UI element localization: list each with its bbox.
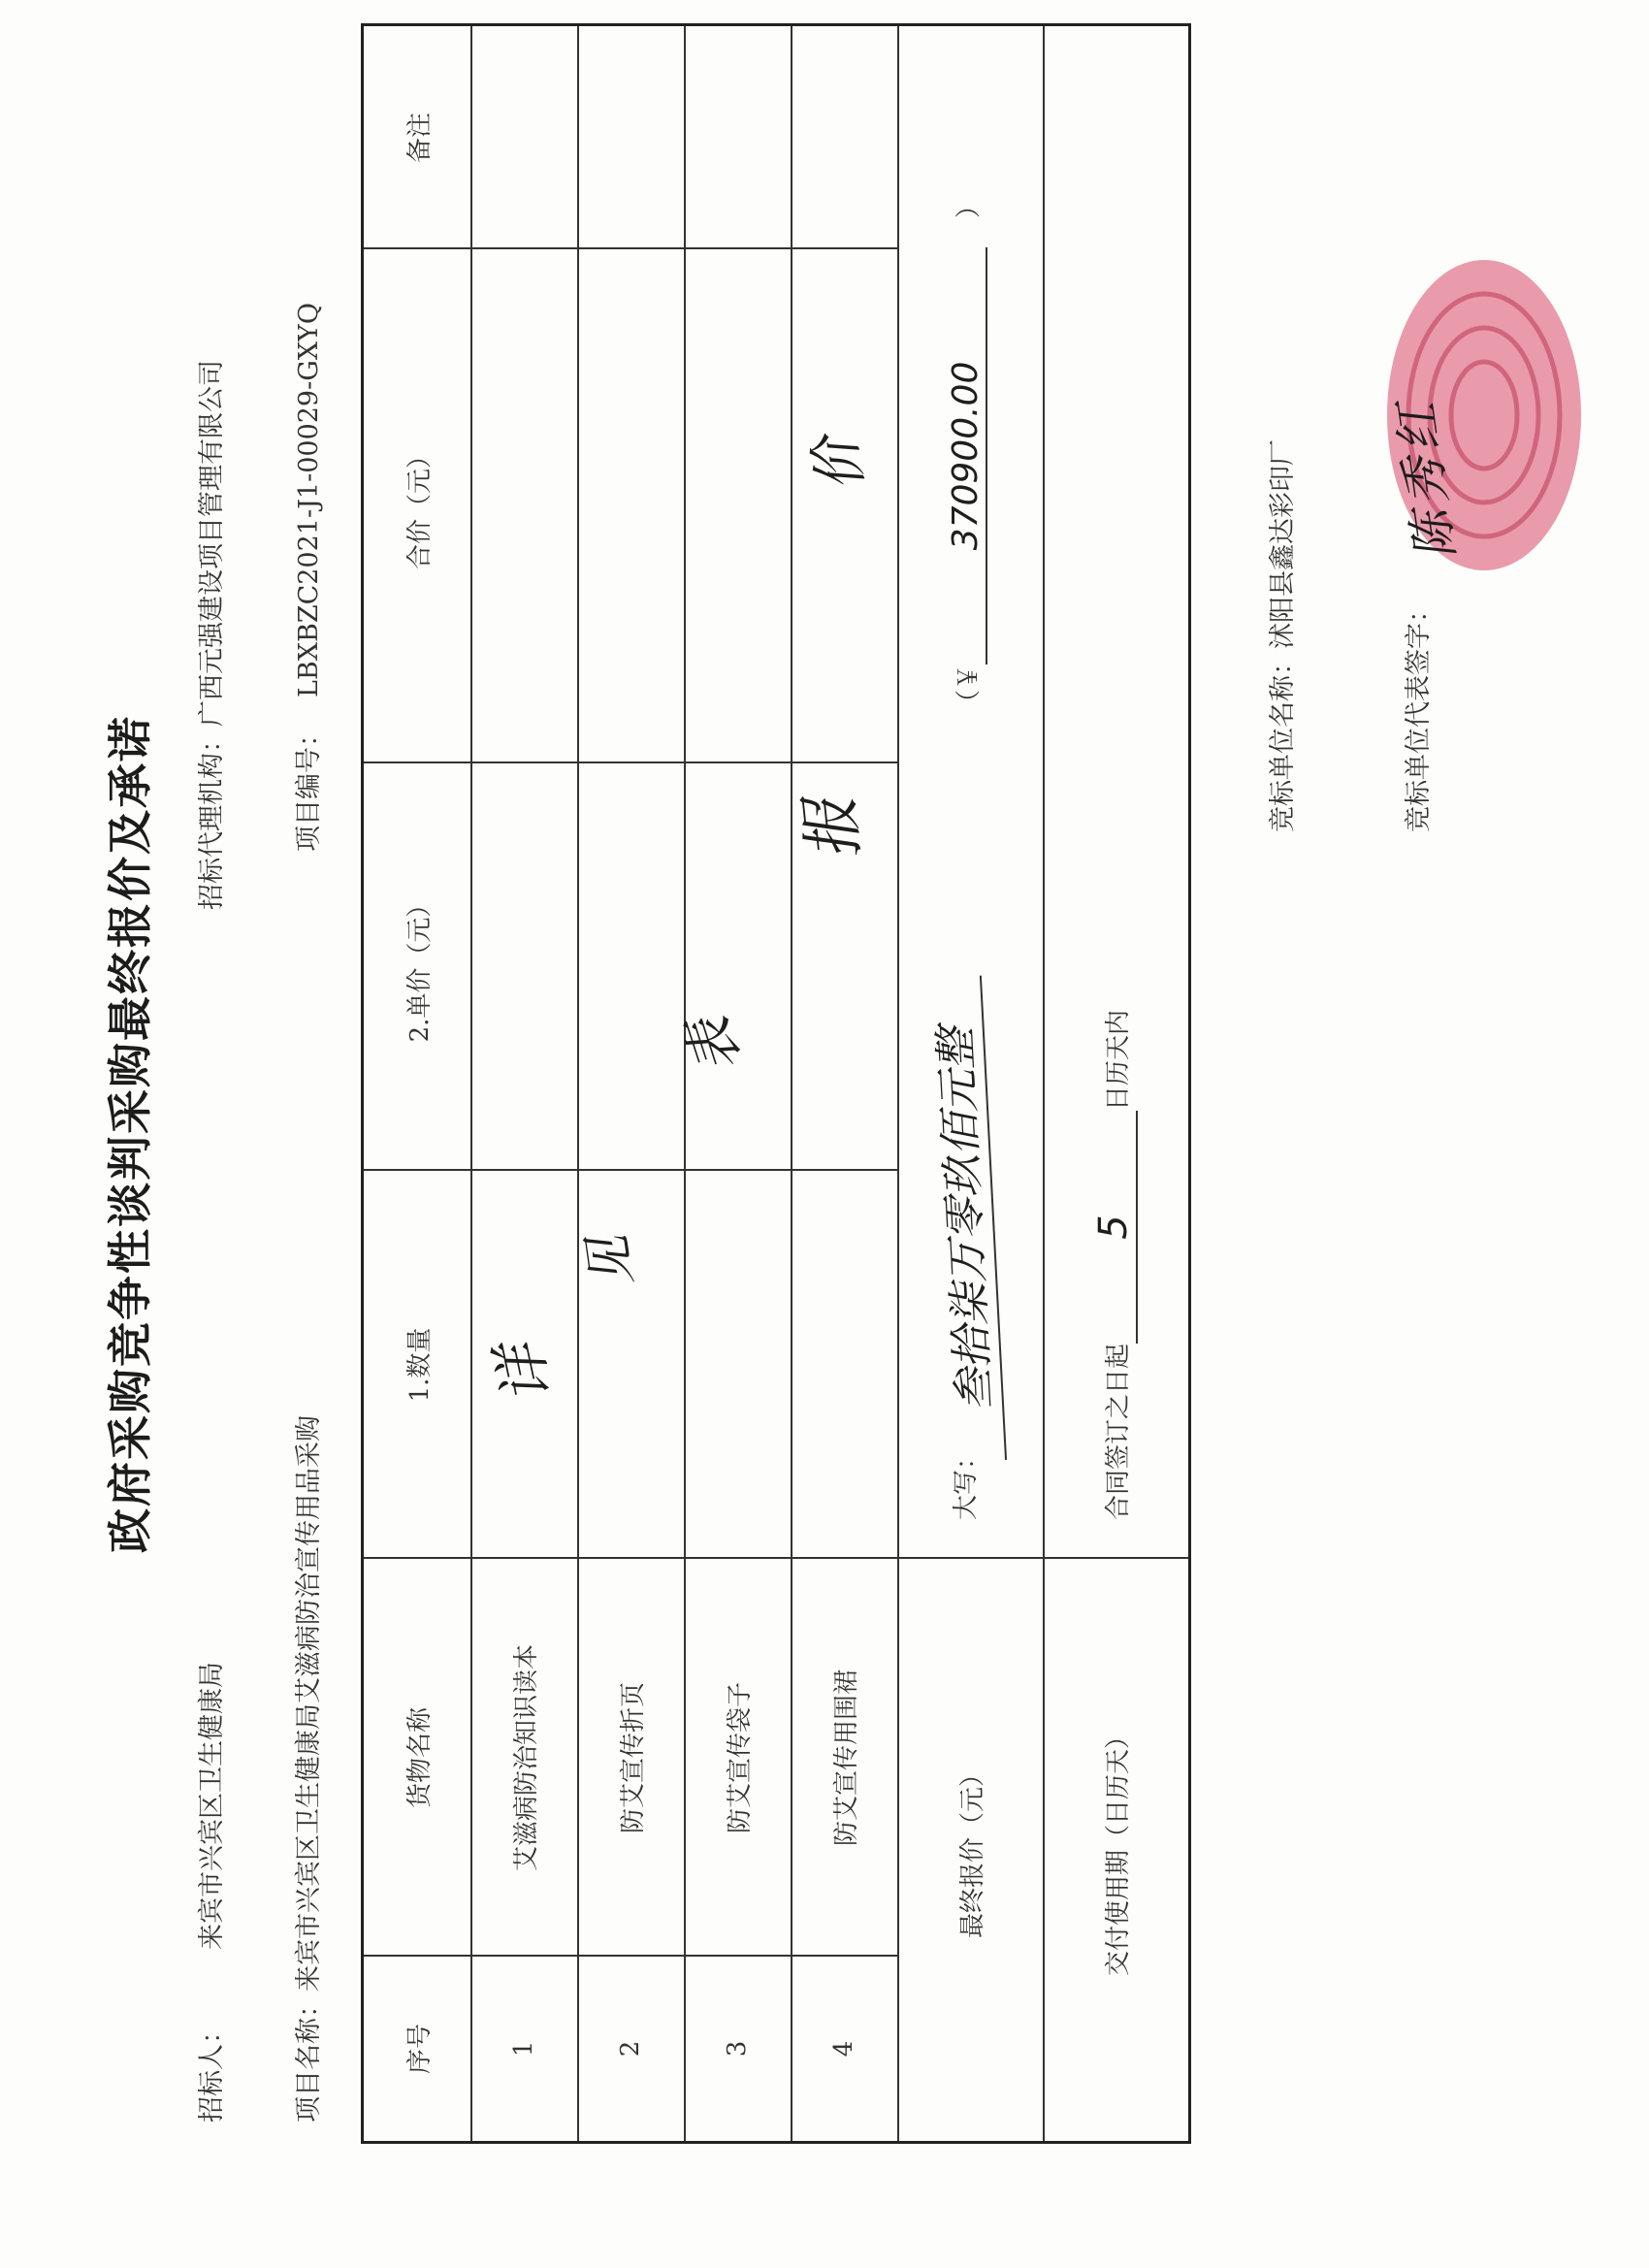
header-no: 序号 [404,2024,435,2075]
agency-value: 广西元强建设项目管理有限公司 [197,360,227,727]
capital-amount: 叁拾柒万零玖佰元整 [918,976,1007,1464]
row-name: 防艾宣传用围裙 [831,1669,861,1847]
rep-line [1397,597,1435,832]
project-no-value: LBXBZC2021-J1-00029-GXYQ [294,303,324,697]
bidder-line [1261,439,1299,832]
handwriting-char: 表 [676,1009,754,1082]
handwriting-char: 报 [793,794,873,864]
handwriting-char: 详 [485,1338,565,1409]
delivery-days: 5 [1091,1111,1138,1344]
purchaser-label: 招标人： [197,2018,227,2122]
header-remark: 备注 [404,113,435,164]
header-name: 货物名称 [404,1707,435,1809]
header-total: 合价（元） [404,443,435,570]
delivery-label: 交付使用期（日历天） [1103,1724,1133,1977]
project-name-label: 项目名称： [294,1992,324,2122]
project-name-value: 来宾市兴宾区卫生健康局艾滋病防治宣传用品采购 [294,1415,324,1992]
capital-label: 大写： [952,1443,981,1520]
row-no: 3 [723,2040,752,2057]
rep-signature: 陈秀红 [1386,394,1466,564]
figure-amount-line [946,193,987,715]
handwriting-char: 价 [803,432,876,497]
delivery-post: 日历天内 [1104,1009,1133,1111]
purchaser-line [190,1662,228,2122]
row-name: 防艾宣传袋子 [725,1682,755,1834]
project-no-label: 项目编号： [294,721,324,852]
row-name: 防艾宣传折页 [618,1682,648,1834]
row-no: 2 [616,2040,645,2057]
project-no-line [287,303,325,852]
row-no: 1 [509,2040,538,2057]
quote-table [361,23,1191,2144]
document-title: 政府采购竞争性谈判采购最终报价及承诺 [104,715,156,1553]
agency-line [190,360,228,910]
bidder-label: 竞标单位名称： [1268,649,1298,832]
agency-label: 招标代理机构： [197,727,227,910]
rep-label: 竞标单位代表签字： [1404,597,1434,832]
project-name-line [287,1415,325,2122]
figure-suffix: ） [954,192,984,218]
delivery-pre: 合同签订之日起 [1104,1343,1133,1520]
header-unit-price: 2.单价（元） [404,891,435,1043]
delivery-line [1091,1010,1138,1520]
bidder-value: 沭阳县鑫达彩印厂 [1268,439,1298,649]
header-qty: 1.数量 [404,1327,435,1403]
row-no: 4 [829,2040,858,2057]
purchaser-value: 来宾市兴宾区卫生健康局 [197,1662,227,1950]
handwriting-char: 见 [578,1232,644,1291]
final-quote-label: 最终报价（元） [957,1762,987,1939]
row-name: 艾滋病防治知识读本 [511,1644,541,1872]
figure-amount: 370900.00 [946,247,987,664]
figure-prefix: （￥ [954,664,984,715]
